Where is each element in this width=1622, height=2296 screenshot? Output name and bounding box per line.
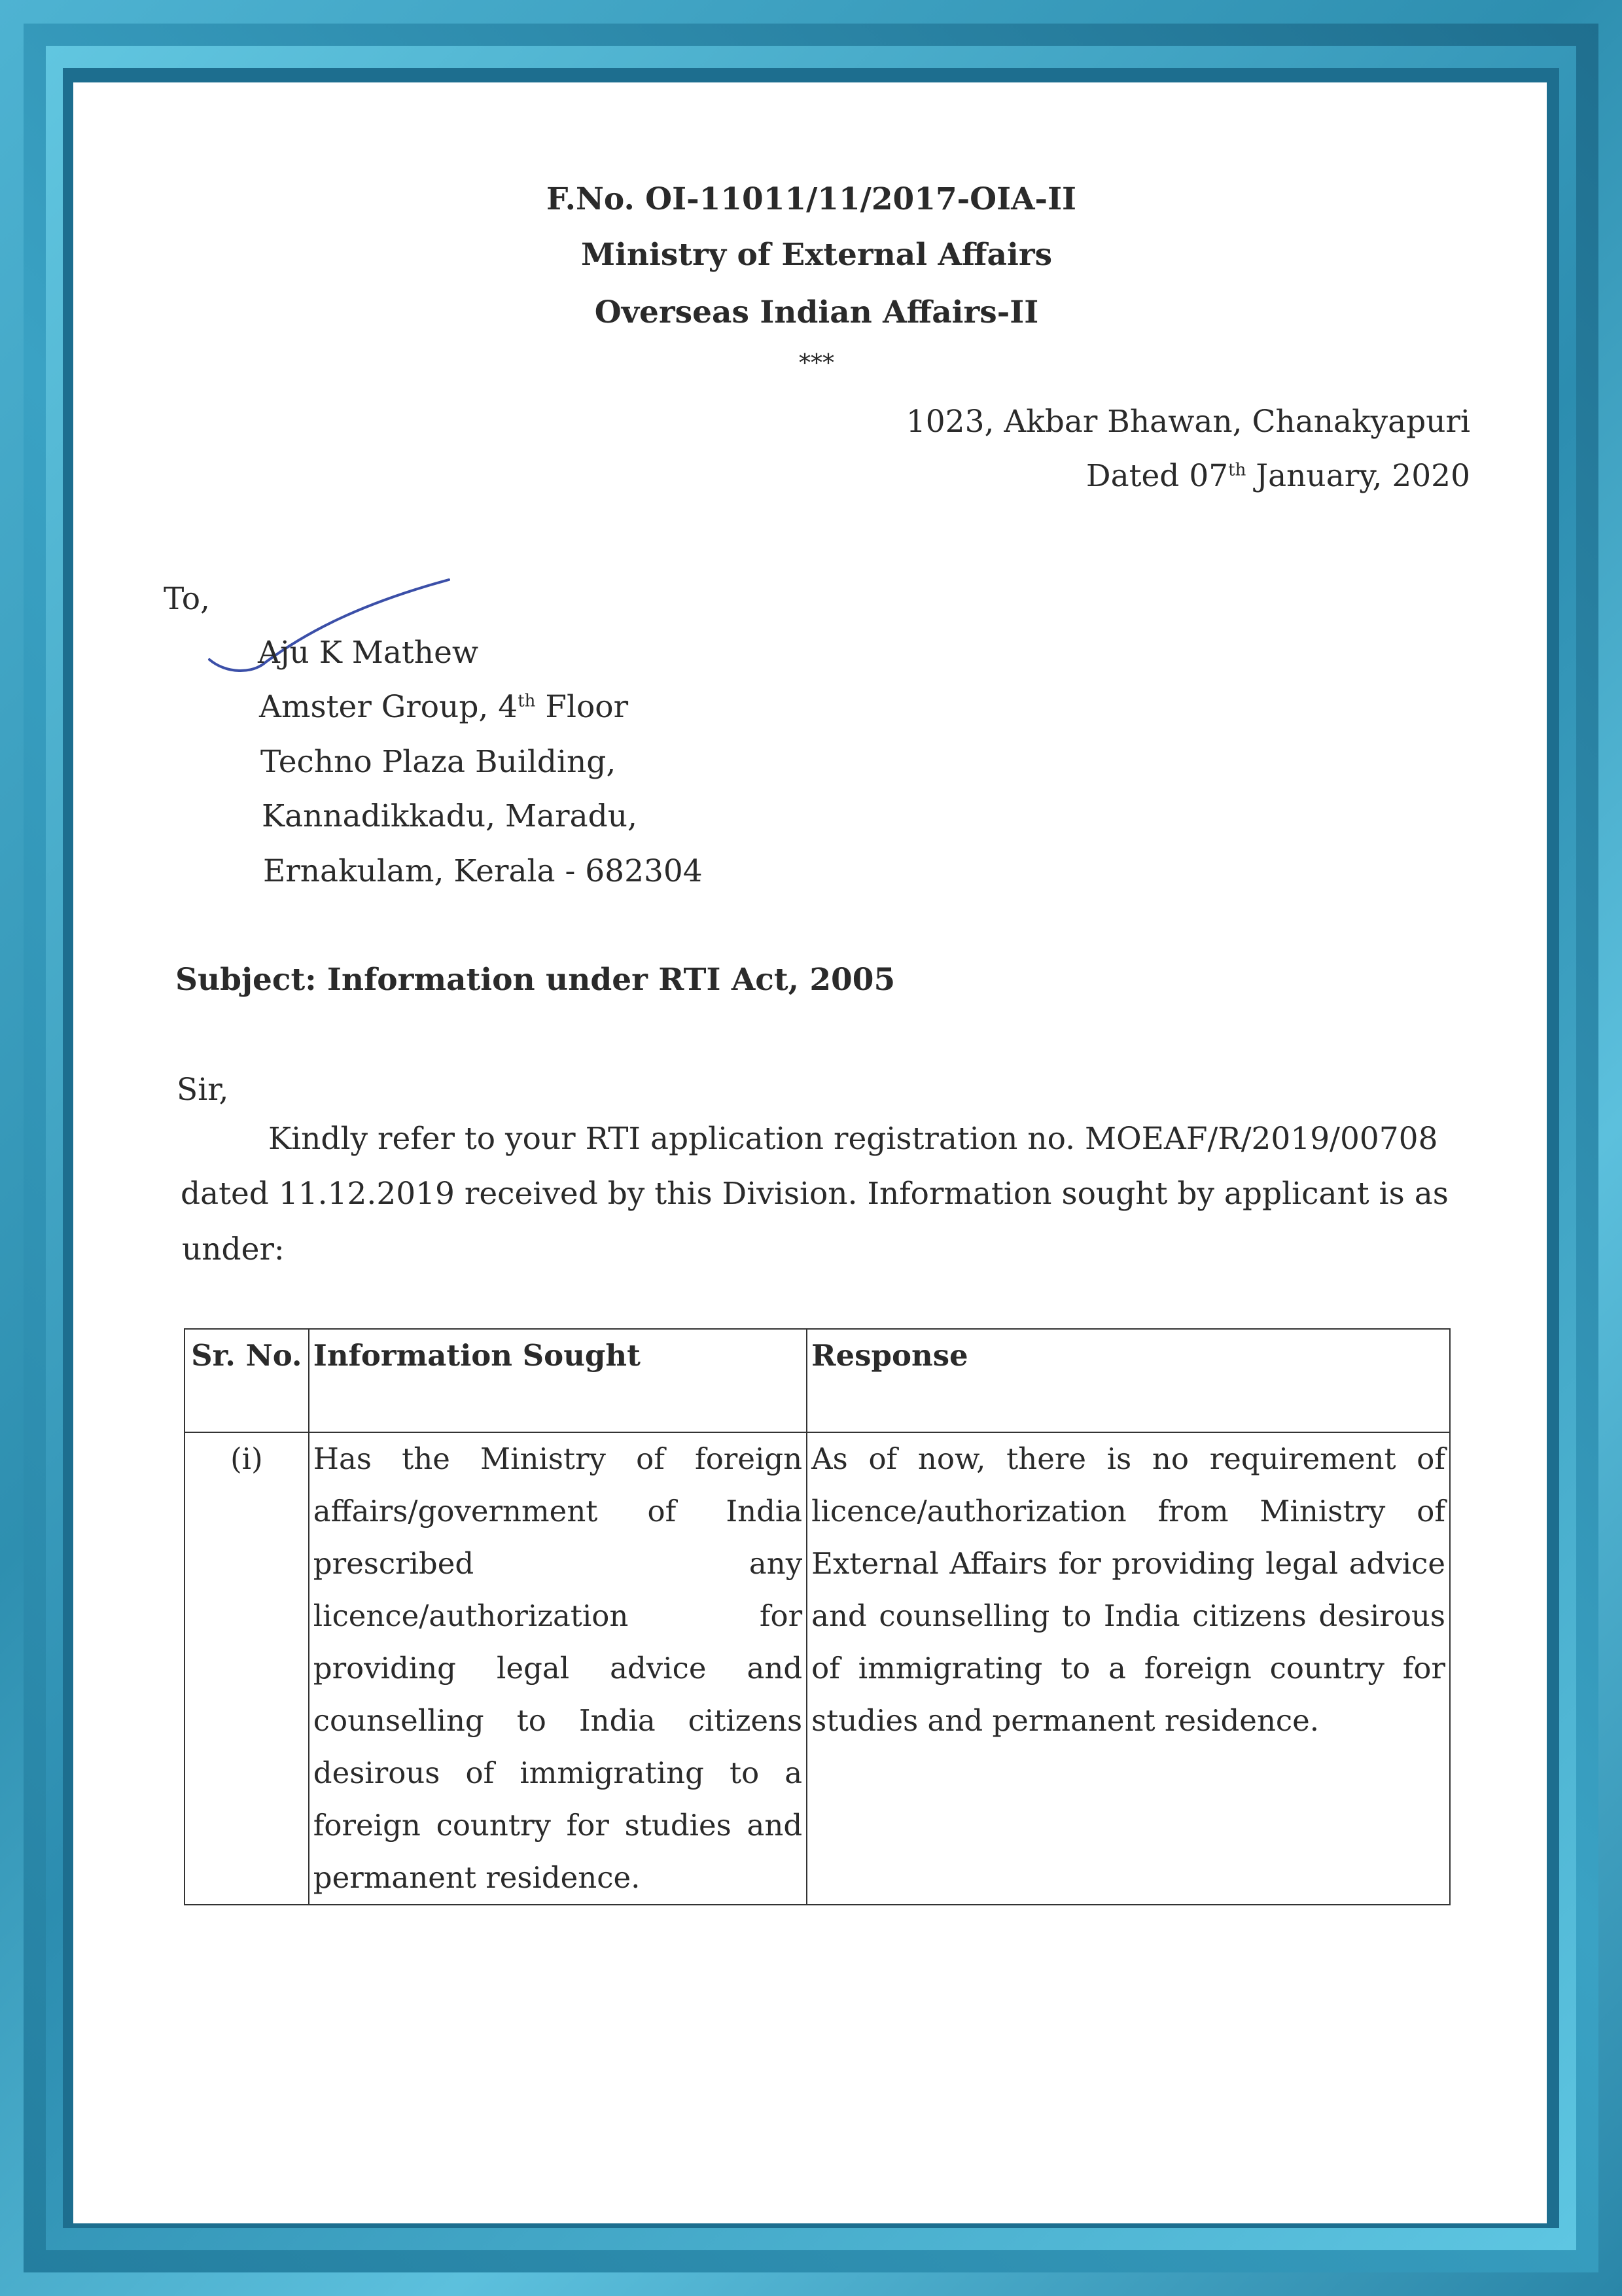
row-response: As of now, there is no requirement of licence/authorization from Ministry of External Affairs for providing legal advice and counselling to India citizens desirous of immigrating to a foreign country for studies and permanent residence.	[807, 1432, 1450, 1905]
header-response: Response	[807, 1329, 1450, 1432]
file-number: F.No. OI-11011/11/2017-OIA-II	[546, 181, 1077, 217]
salutation: Sir,	[177, 1072, 229, 1108]
office-address: 1023, Akbar Bhawan, Chanakyapuri	[906, 404, 1470, 440]
row-information-sought: Has the Ministry of foreign affairs/government of India prescribed any licence/authorization for providing legal advice and counselling to India citizens desirous of immigrating to a foreign country for studies and permanent residence.	[309, 1432, 807, 1905]
recipient-address-line1: Amster Group, 4th Floor	[259, 689, 629, 725]
header-information-sought: Information Sought	[309, 1329, 807, 1432]
recipient-address-line4: Ernakulam, Kerala - 682304	[263, 853, 703, 889]
recipient-name: Aju K Mathew	[258, 635, 479, 671]
body-line-2: dated 11.12.2019 received by this Division. Information sought by applicant is as	[181, 1176, 1449, 1212]
body-line-1: Kindly refer to your RTI application registration no. MOEAF/R/2019/00708	[268, 1121, 1438, 1157]
separator-stars: ***	[799, 350, 834, 377]
recipient-address-line3: Kannadikkadu, Maradu,	[262, 798, 637, 834]
table-row	[185, 1432, 1450, 1905]
rti-response-table	[184, 1328, 1451, 1905]
letter-date: Dated 07th January, 2020	[1085, 458, 1470, 494]
division-name: Overseas Indian Affairs-II	[594, 294, 1039, 330]
header-sr-no: Sr. No.	[185, 1329, 309, 1432]
to-label: To,	[164, 581, 210, 617]
table-header-row	[185, 1329, 1450, 1432]
body-line-3: under:	[182, 1231, 285, 1267]
recipient-address-line2: Techno Plaza Building,	[260, 744, 616, 780]
subject-line: Subject: Information under RTI Act, 2005	[175, 962, 896, 998]
ministry-name: Ministry of External Affairs	[580, 237, 1053, 273]
row-sr-no: (i)	[185, 1432, 309, 1905]
